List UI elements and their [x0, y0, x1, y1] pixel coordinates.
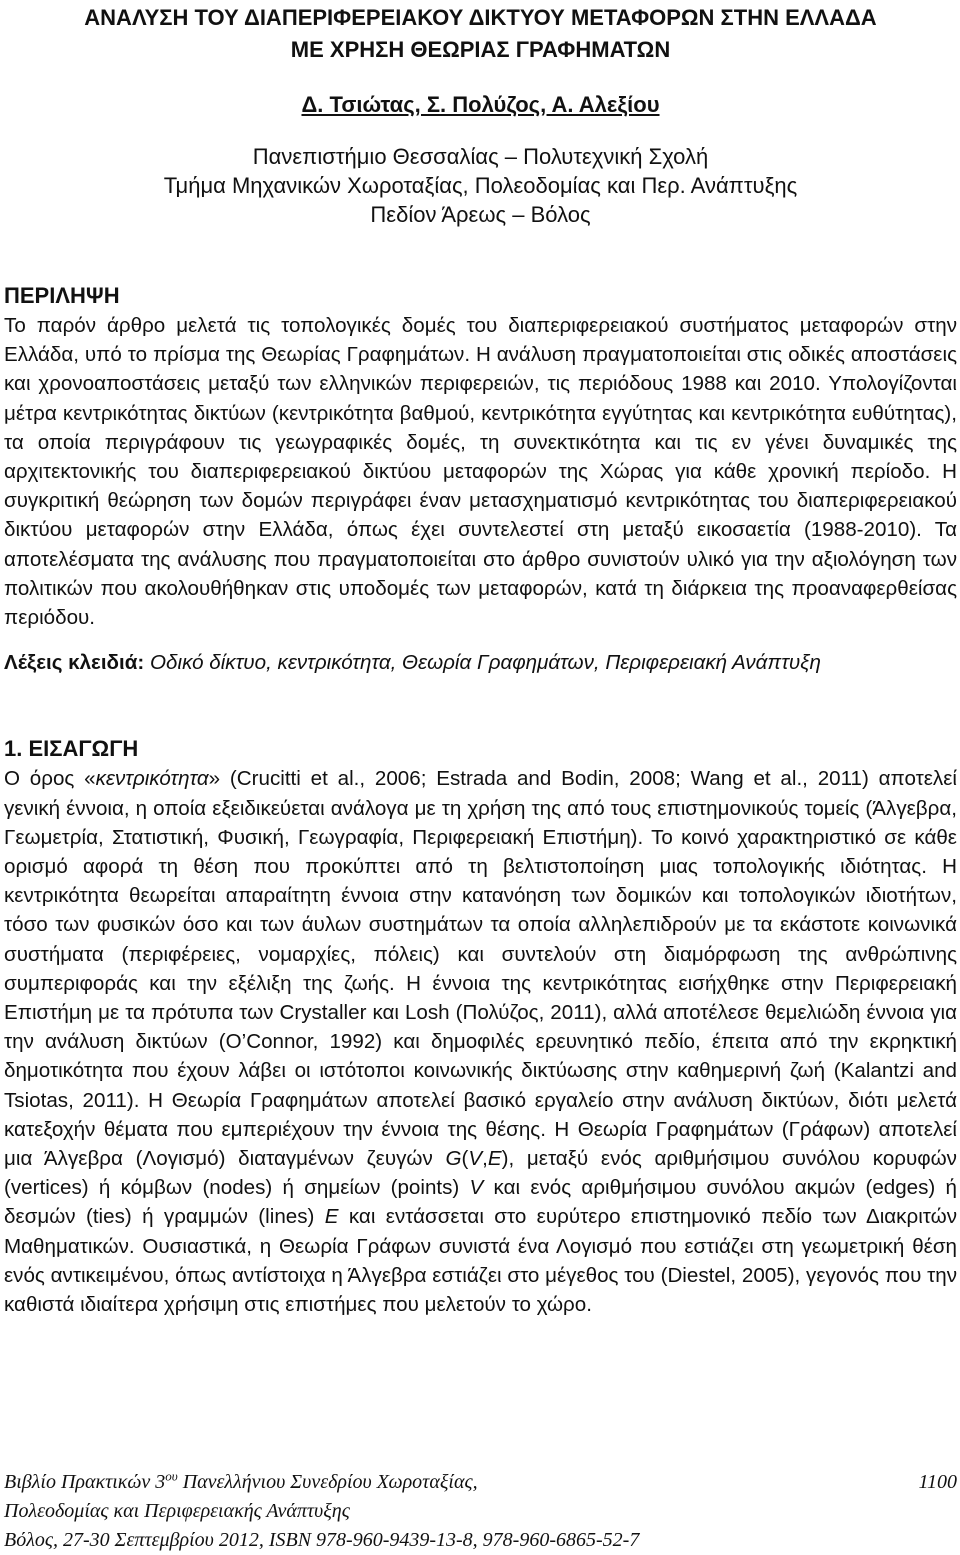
text-run: Ο όρος « — [4, 767, 96, 791]
text-run: ( — [461, 1147, 469, 1171]
text-run: , — [482, 1147, 488, 1171]
math-E: E — [324, 1205, 339, 1229]
footer-superscript: ου — [165, 1468, 178, 1484]
term-italic: κεντρικότητα — [95, 767, 209, 791]
footer-line-3: Βόλος, 27-30 Σεπτεμβρίου 2012, ISBN 978-960-9439-13-8, 978-960-6865-52-7 — [4, 1529, 640, 1551]
authors: Δ. Τσιώτας, Σ. Πολύζος, Α. Αλεξίου — [301, 92, 660, 117]
affiliation-line-2: Τμήμα Μηχανικών Χωροταξίας, Πολεοδομίας και Περ. Ανάπτυξης — [163, 173, 798, 198]
footer-text: Βιβλίο Πρακτικών 3 — [4, 1471, 166, 1493]
keywords-text: Οδικό δίκτυο, κεντρικότητα, Θεωρία Γραφημάτων, Περιφερειακή Ανάπτυξη — [150, 651, 821, 675]
text-run: και εντάσσεται στο ευρύτερο επιστημονικό πεδίο των Διακριτών Μαθηματικών. Ουσιαστικά, η Θεωρία Γράφων συνιστά ένα Λογισμό που εστιάζει στη γεωμετρική θέση ενός αντικειμένου, όπως αντίστοιχα η Άλγεβρα εστιάζει στο μέγεθος του (Diestel, 2005), γεγονός που την καθιστά ιδιαίτερα χρήσιμη στις επιστήμες που μελετούν το χώρο. — [4, 1205, 957, 1317]
section-1-paragraph — [4, 764, 957, 1319]
keywords — [4, 648, 957, 677]
footer-line-2: Πολεοδομίας και Περιφερειακής Ανάπτυξης — [4, 1500, 350, 1522]
affiliation — [4, 142, 957, 229]
abstract-heading: ΠΕΡΙΛΗΨΗ — [4, 283, 120, 308]
text-run: » (Crucitti et al., 2006; Estrada and Bodin, 2008; Wang et al., 2011) αποτελεί γενική έννοια, η οποία εξειδικεύεται ανάλογα με τη χρήση της από τους επιστημονικούς τομείς (Άλγεβρα, Γεωμετρία, Στατιστική, Φυσική, Γεωγραφία, Περιφερειακή Επιστήμη). Το κοινό χαρακτηριστικό σε κάθε ορισμό αφορά τη θέση που προκύπτει από τη βελτιστοποίηση μιας τοπολογικής ιδιότητας. Η κεντρικότητα θεωρείται απαραίτητη έννοια στην κατανόηση των δομικών και τοπολογικών ιδιοτήτων, τόσο των φυσικών όσο και των άυλων συστημάτων τα οποία αλληλεπιδρούν με τα εκάστοτε κοινωνικά συστήματα (περιφέρειες, νομαρχίες, πόλεις) και συντελούν στη διαμόρφωση της ανθρώπινης συμπεριφοράς και την εξέλιξη της ζωής. Η έννοια της κεντρικότητας εισήχθηκε στην Περιφερειακή Επιστήμη με τα πρότυπα των Crystaller και Losh (Πολύζος, 2011), αλλά αποτέλεσε θεμελιώδη έννοια για την ανάλυση δικτύων (O’Connor, 1992) και δημοφιλές ερευνητικό πεδίο, έπειτα από την εκρηκτική δημοτικότητα που έχουν λάβει οι ιστότοποι κοινωνικής δικτύωσης στην καθημερινή ζωή (Kalantzi and Tsiotas, 2011). Η Θεωρία Γραφημάτων αποτελεί βασικό εργαλείο στην ανάλυση δικτύων, διότι μελετά κατεξοχήν θέματα που εμπεριέχουν την έννοια της θέσης. Η Θεωρία Γραφημάτων (Γράφων) αποτελεί μια Άλγεβρα (Λογισμό) διαταγμένων ζευγών — [4, 767, 957, 1171]
keywords-label: Λέξεις κλειδιά: — [4, 651, 145, 675]
affiliation-line-1: Πανεπιστήμιο Θεσσαλίας – Πολυτεχνική Σχολή — [252, 144, 709, 169]
math-E: E — [487, 1147, 502, 1171]
abstract-text: Το παρόν άρθρο μελετά τις τοπολογικές δομές του διαπεριφερειακού συστήματος μεταφορών στην Ελλάδα, υπό το πρίσμα της Θεωρίας Γραφημάτων. Η ανάλυση πραγματοποιείται στις οδικές αποστάσεις και χρονοαποστάσεις μεταξύ των ελληνικών περιφερειών, τις περιόδους 1988 και 2010. Υπολογίζονται μέτρα κεντρικότητας δικτύων (κεντρικότητα βαθμού, κεντρικότητα εγγύτητας και κεντρικότητα ευθύτητας), τα οποία περιγράφουν τις γεωγραφικές δομές, τη συνεκτικότητα και τις εν γένει δυναμικές της αρχιτεκτονικής του διαπεριφερειακού δικτύου μεταφορών της Χώρας για κάθε χρονική περίοδο. Η συγκριτική θεώρηση των δομών περιγράφει έναν μετασχηματισμό κεντρικότητας του διαπεριφερειακού δικτύου μεταφορών στην Ελλάδα, όπως έχει συντελεστεί στη μεταξύ εικοσαετία (1988-2010). Τα αποτελέσματα της ανάλυσης που πραγματοποιείται στο άρθρο συνιστούν υλικό για την αξιολόγηση των πολιτικών που ακολουθήθηκαν στις υποδομές των μεταφορών, κατά τη διάρκεια της προαναφερθείσας περιόδου. — [4, 314, 957, 630]
paper-title — [4, 2, 957, 66]
math-G: G — [445, 1147, 462, 1171]
math-V: V — [469, 1176, 484, 1200]
footer-row-1 — [4, 1468, 957, 1497]
affiliation-line-3: Πεδίον Άρεως – Βόλος — [370, 202, 591, 227]
text-run: ), μεταξύ ενός αριθμήσιμου συνόλου κορυφών (vertices) ή κόμβων (nodes) ή σημείων (points) — [4, 1147, 957, 1200]
footer-text: Πανελλήνιου Συνεδρίου Χωροταξίας, — [177, 1471, 478, 1493]
paper-page — [4, 0, 957, 1319]
title-line-1: ΑΝΑΛΥΣΗ ΤΟΥ ΔΙΑΠΕΡΙΦΕΡΕΙΑΚΟΥ ΔΙΚΤΥΟΥ ΜΕΤΑΦΟΡΩΝ ΣΤΗΝ ΕΛΛΑΔΑ — [84, 5, 877, 30]
page-footer — [4, 1468, 957, 1555]
text-run: και ενός αριθμήσιμου συνόλου ακμών (edges) ή δεσμών (ties) ή γραμμών (lines) — [4, 1176, 957, 1229]
title-line-2: ΜΕ ΧΡΗΣΗ ΘΕΩΡΙΑΣ ΓΡΑΦΗΜΑΤΩΝ — [290, 37, 671, 62]
section-1-heading: 1. ΕΙΣΑΓΩΓΗ — [4, 736, 139, 762]
page-number: 1100 — [918, 1471, 957, 1493]
math-V: V — [468, 1147, 483, 1171]
footer-line-1 — [4, 1468, 478, 1497]
